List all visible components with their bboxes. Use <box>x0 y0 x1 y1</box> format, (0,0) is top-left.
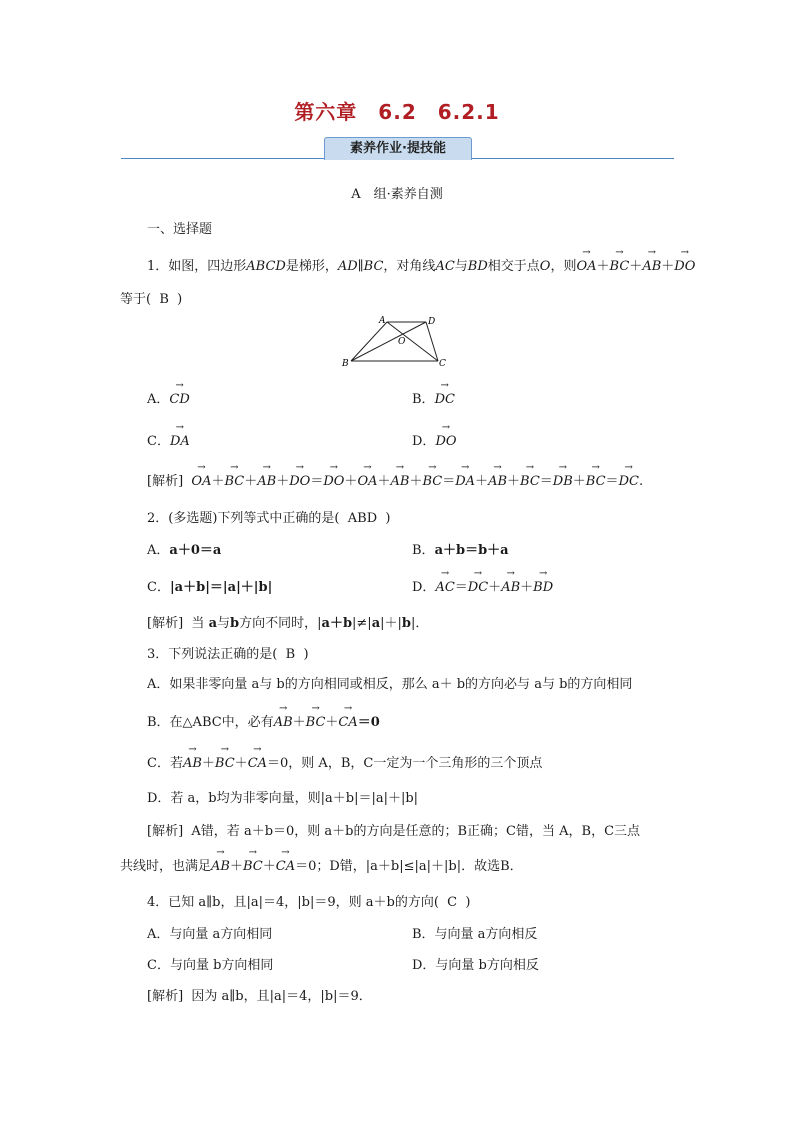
q2-d-v3: → AB <box>501 580 520 595</box>
q4-option-a: A．与向量 a方向相同 <box>147 927 273 942</box>
q2-option-a <box>147 539 221 558</box>
q1-option-b-letter: B． <box>412 392 435 407</box>
q3-an-v3: → CA <box>276 859 295 874</box>
q2-an-vb: b <box>230 616 240 631</box>
q2-close: ) <box>385 511 391 526</box>
q1-text-e: 相交于点 <box>487 259 540 274</box>
chapter-title: 第六章 6.2 6.2.1 <box>294 100 500 124</box>
q2-option-a-expr: a＋0＝a <box>169 543 222 558</box>
q3-analysis-label: [解析] <box>147 824 184 839</box>
diagonal-ac <box>387 322 438 361</box>
q1-option-c-vector: → DA <box>170 434 190 449</box>
q2-an-va: a <box>208 616 218 631</box>
vertex-c-label: C <box>439 359 446 369</box>
q2-an-b: 与 <box>217 616 231 631</box>
q2-an-c: 方向不同时，| <box>239 616 322 631</box>
q3-analysis-line1 <box>147 820 640 839</box>
q3-c-v3: → CA <box>248 756 267 771</box>
q2-d-v2: → DC <box>468 580 488 595</box>
q2-option-b-expr: a＋b＝b＋a <box>434 543 509 558</box>
q1-option-d <box>412 430 457 449</box>
q2-analysis <box>147 612 428 631</box>
q1-a-v3: → AB <box>257 474 276 489</box>
q1-a-v10: → AB <box>488 474 507 489</box>
q1-a-v2: → BC <box>224 474 244 489</box>
q2-an-a: 当 <box>191 616 205 631</box>
q3-an-v2: → BC <box>243 859 263 874</box>
q3-c-tail: ＝0，则 A，B，C一定为一个三角形的三个顶点 <box>267 756 543 771</box>
q1-a-v7: → AB <box>391 474 410 489</box>
q4-analysis <box>147 985 372 1004</box>
q3-b-v2: → BC <box>306 715 326 730</box>
q2-an-d: a＋b <box>321 616 353 631</box>
q4-analysis-text: 因为 a∥b，且|a|＝4，|b|＝9． <box>191 989 372 1004</box>
q2-option-c <box>147 576 272 595</box>
question-2-stem <box>147 507 390 526</box>
q3-b-text: B．在△ABC中，必有 <box>147 715 274 730</box>
vertex-d-label: D <box>428 317 436 327</box>
point-o-label: O <box>398 337 406 347</box>
q2-option-c-letter: C． <box>147 580 170 595</box>
q2-an-e: |≠| <box>352 616 372 631</box>
q2-an-h: b <box>401 616 411 631</box>
q2-an-f: a <box>371 616 381 631</box>
q4-option-c: C．与向量 b方向相同 <box>147 958 274 973</box>
q2-stem-text: 2．(多选题)下列等式中正确的是( <box>147 511 340 526</box>
q4-answer: C <box>447 895 458 910</box>
q1-a-v12: → DB <box>553 474 573 489</box>
trapezoid-figure <box>338 312 453 370</box>
q1-option-a-letter: A． <box>147 392 170 407</box>
question-1-stem-line2 <box>120 288 182 307</box>
q1-a-v9: → DA <box>455 474 475 489</box>
q3-option-c: C．若→ AB＋→ BC＋→ CA＝0，则 A，B，C一定为一个三角形的三个顶点 <box>147 752 542 771</box>
q3-c-v1: → AB <box>183 756 202 771</box>
q3-analysis-text1: A错，若 a＋b＝0，则 a＋b的方向是任意的；B正确；C错，当 A，B，C三点 <box>191 824 641 839</box>
q1-a-v1: → OA <box>191 474 211 489</box>
q2-option-a-letter: A． <box>147 543 170 558</box>
q1-a-v11: → BC <box>520 474 540 489</box>
vector-oa: → OA <box>576 259 596 274</box>
q1-a-v14: → DC <box>619 474 639 489</box>
q3-close: ) <box>303 647 309 662</box>
q1-option-d-vector: → DO <box>435 434 456 449</box>
q1-option-d-letter: D． <box>412 434 436 449</box>
q3-stem-text: 3．下列说法正确的是( <box>147 647 278 662</box>
q1-text-d: 与 <box>454 259 468 274</box>
q1-a-v8: → BC <box>422 474 442 489</box>
q1-quad: ABCD <box>246 259 286 274</box>
section-heading: 一、选择题 <box>147 222 213 237</box>
q1-a-v5: → DO <box>323 474 344 489</box>
q2-an-g: |＋| <box>380 616 402 631</box>
q3-c-text: C．若 <box>147 756 183 771</box>
q4-option-b: B．与向量 a方向相反 <box>412 927 538 942</box>
q1-line2-a: 等于( <box>120 292 152 307</box>
q4-close: ) <box>465 895 471 910</box>
q2-analysis-label: [解析] <box>147 616 184 631</box>
q2-option-b <box>412 539 509 558</box>
q3-answer: B <box>285 647 296 662</box>
q1-option-c-letter: C． <box>147 434 170 449</box>
vertex-b-label: B <box>342 359 349 369</box>
vector-do: → DO <box>674 259 695 274</box>
q1-analysis-label: [解析] <box>147 474 184 489</box>
vector-ab: → AB <box>642 259 661 274</box>
q1-ac: AC <box>435 259 455 274</box>
q1-line2-b: ) <box>177 292 183 307</box>
q1-option-a-vector: → CD <box>169 392 189 407</box>
q3-option-b: B．在△ABC中，必有→ AB＋→ BC＋→ CA＝0 <box>147 711 380 730</box>
q3-analysis-text2b: ＝0；D错，|a＋b|≤|a|＋|b|．故选B． <box>295 859 523 874</box>
question-3-stem <box>147 643 309 662</box>
q1-analysis: [解析] → OA＋→ BC＋→ AB＋→ DO＝→ DO＋→ OA＋→ AB＋→ BC＝→ DA＋→ AB＋→ BC＝→ DB＋→ BC＝→ DC. <box>147 470 643 489</box>
q1-parallel: AD∥BC <box>337 259 384 274</box>
side-dc <box>426 322 438 361</box>
q1-a-v4: → DO <box>289 474 310 489</box>
q3-option-a: A．如果非零向量 a与 b的方向相同或相反，那么 a＋ b的方向必与 a与 b的方向相同 <box>147 677 633 692</box>
group-title: A 组·素养自测 <box>351 187 443 202</box>
q2-answer: ABD <box>347 511 378 526</box>
q1-text-c: ，对角线 <box>383 259 436 274</box>
q1-a-v6: → OA <box>357 474 377 489</box>
side-ab <box>351 322 387 361</box>
q2-option-d-letter: D． <box>412 580 436 595</box>
q3-analysis-text2a: 共线时，也满足 <box>120 859 212 874</box>
q2-an-i: |． <box>410 616 429 631</box>
q4-stem-text: 4．已知 a∥b，且|a|＝4，|b|＝9，则 a＋b的方向( <box>147 895 439 910</box>
q3-an-v1: → AB <box>211 859 230 874</box>
question-1-stem: 1．如图，四边形ABCD是梯形，AD∥BC，对角线AC与BD相交于点O，则→ OA＋→ BC＋→ AB＋→ DO <box>147 255 695 274</box>
q3-b-v3: → CA <box>338 715 357 730</box>
q4-option-d: D．与向量 b方向相反 <box>412 958 539 973</box>
vertex-a-label: A <box>379 316 386 326</box>
q1-answer: B <box>159 292 169 307</box>
q1-option-b-vector: → DC <box>435 392 455 407</box>
q1-bd: BD <box>467 259 488 274</box>
q1-option-a <box>147 388 190 407</box>
question-4-stem <box>147 891 470 910</box>
diagonal-bd <box>351 322 426 361</box>
section-banner: 素养作业·提技能 <box>324 137 472 160</box>
q2-option-d: D．→ AC＝→ DC＋→ AB＋→ BD <box>412 576 553 595</box>
q1-text-f: ，则 <box>550 259 577 274</box>
q1-o: O <box>539 259 551 274</box>
q2-d-v4: → BD <box>533 580 553 595</box>
q3-b-tail: ＝0 <box>357 715 380 730</box>
vector-bc: → BC <box>610 259 630 274</box>
q2-option-c-expr: |a＋b|＝|a|＋|b| <box>169 580 273 595</box>
q3-option-d: D．若 a，b均为非零向量，则|a＋b|＝|a|＋|b| <box>147 791 419 806</box>
q3-b-v1: → AB <box>274 715 293 730</box>
q3-c-v2: → BC <box>215 756 235 771</box>
q1-option-c <box>147 430 190 449</box>
q1-option-b <box>412 388 455 407</box>
q1-a-v13: → BC <box>586 474 606 489</box>
q3-analysis-line2: 共线时，也满足→ AB＋→ BC＋→ CA＝0；D错，|a＋b|≤|a|＋|b|．故选B． <box>120 855 523 874</box>
q2-d-v1: → AC <box>435 580 454 595</box>
q4-analysis-label: [解析] <box>147 989 184 1004</box>
q2-option-b-letter: B． <box>412 543 435 558</box>
q1-text-a: 1．如图，四边形 <box>147 259 247 274</box>
q1-text-b: 是梯形， <box>285 259 338 274</box>
